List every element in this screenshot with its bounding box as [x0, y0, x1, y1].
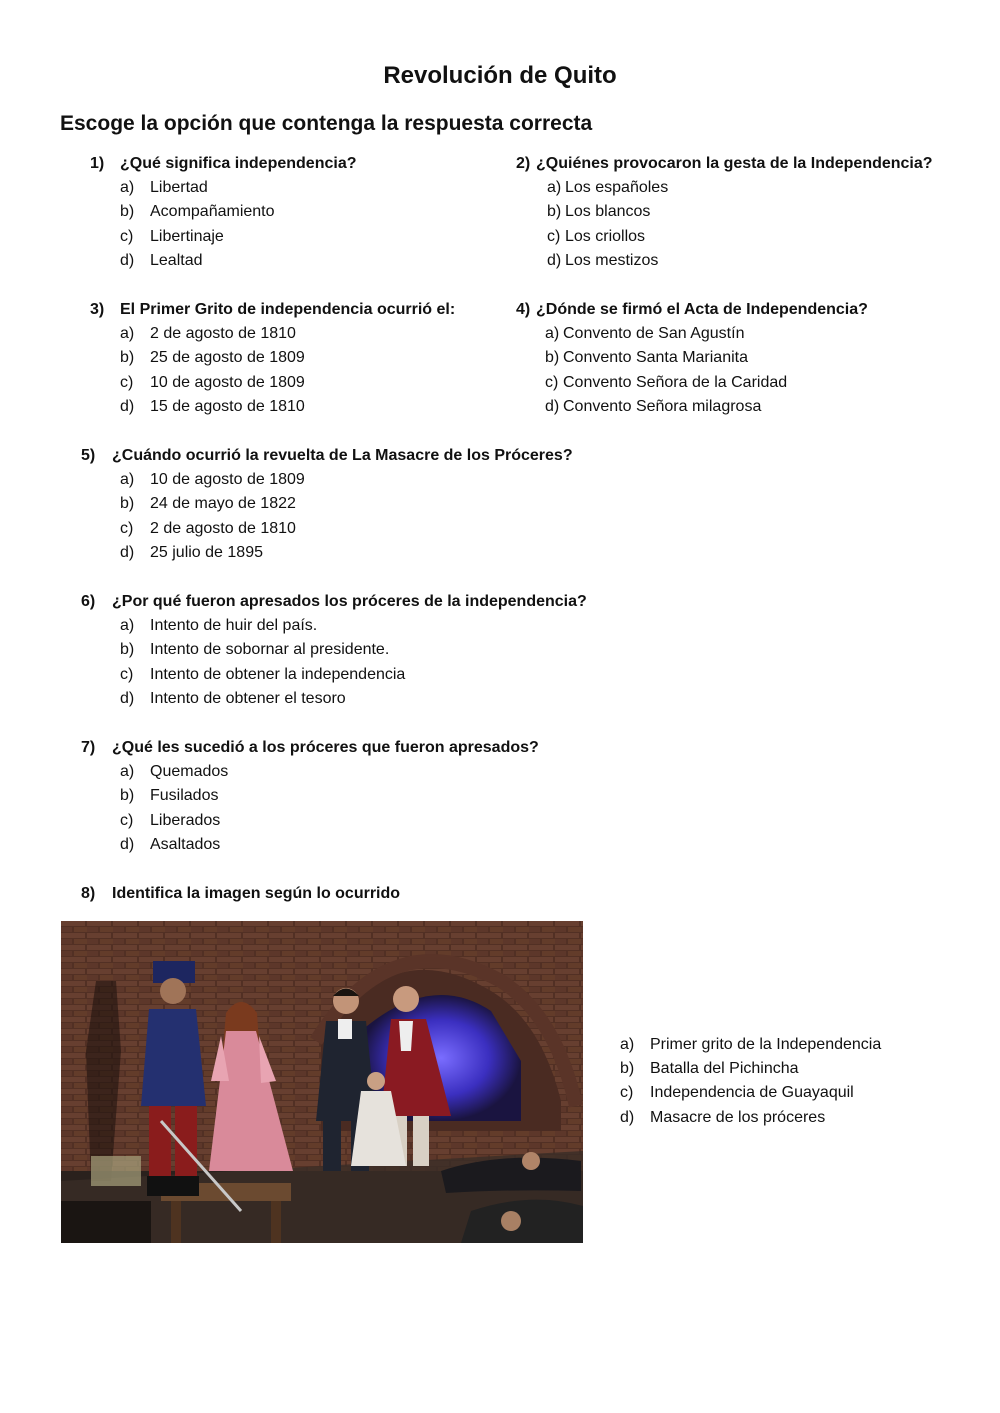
question-2 — [516, 152, 933, 273]
option-text: Libertinaje — [150, 227, 224, 245]
option-letter: d) — [120, 689, 135, 707]
option-letter: a) — [545, 325, 560, 343]
option-letter: b) — [547, 203, 562, 221]
option-text: Primer grito de la Independencia — [650, 1036, 882, 1053]
option-text: 25 de agosto de 1809 — [150, 349, 305, 367]
option-letter: a) — [547, 179, 562, 197]
option-letter: a) — [620, 1036, 635, 1053]
option-text: Intento de obtener la independencia — [150, 665, 406, 683]
option-a[interactable] — [81, 614, 587, 638]
option-text: Intento de sobornar al presidente. — [150, 641, 390, 659]
page-title: Revolución de Quito — [383, 62, 617, 89]
option-letter: c) — [620, 1084, 634, 1102]
option-b[interactable] — [81, 492, 573, 516]
option-text: Independencia de Guayaquil — [650, 1084, 854, 1102]
option-letter: c) — [120, 373, 134, 391]
option-text: 10 de agosto de 1809 — [150, 471, 305, 489]
question-3-prompt — [90, 298, 455, 322]
option-b[interactable] — [90, 200, 356, 224]
option-a[interactable] — [516, 176, 933, 200]
option-text: 2 de agosto de 1810 — [150, 519, 296, 537]
option-letter: d) — [120, 251, 135, 269]
option-text: 2 de agosto de 1810 — [150, 325, 296, 343]
question-text: El Primer Grito de independencia ocurrió el: — [120, 301, 456, 318]
option-text: 25 julio de 1895 — [150, 543, 263, 561]
question-6 — [81, 590, 587, 711]
question-1 — [90, 152, 356, 273]
option-letter: b) — [120, 641, 135, 659]
option-letter: c) — [547, 227, 561, 245]
option-text: Lealtad — [150, 251, 203, 269]
option-text: Convento Santa Marianita — [563, 349, 748, 367]
option-letter: c) — [120, 519, 134, 537]
option-letter: a) — [120, 763, 135, 781]
question-text: ¿Cuándo ocurrió la revuelta de La Masacre de los Próceres? — [112, 447, 573, 464]
option-text: Los españoles — [565, 179, 669, 197]
option-letter: a) — [120, 179, 135, 197]
question-8-options — [620, 1033, 881, 1130]
question-number: 3) — [90, 301, 105, 318]
question-8 — [81, 882, 400, 906]
question-text: Identifica la imagen según lo ocurrido — [112, 885, 401, 902]
option-letter: b) — [545, 349, 560, 367]
question-7-prompt — [81, 736, 539, 760]
option-text: Masacre de los próceres — [650, 1108, 826, 1126]
option-d[interactable] — [90, 395, 455, 419]
option-c[interactable] — [620, 1081, 881, 1105]
question-text: ¿Qué significa independencia? — [120, 155, 357, 172]
question-text: ¿Quiénes provocaron la gesta de la Independencia? — [536, 155, 933, 172]
question-7 — [81, 736, 539, 857]
question-text: ¿Por qué fueron apresados los próceres de la independencia? — [112, 593, 587, 610]
option-text: Intento de obtener el tesoro — [150, 689, 346, 707]
option-letter: d) — [545, 397, 560, 415]
option-text: 10 de agosto de 1809 — [150, 373, 305, 391]
option-a[interactable] — [81, 760, 539, 784]
option-letter: a) — [120, 471, 135, 489]
scene-photo — [61, 921, 583, 1243]
option-d[interactable] — [81, 833, 539, 857]
question-3 — [90, 298, 455, 419]
option-text: Libertad — [150, 179, 208, 197]
option-text: 24 de mayo de 1822 — [150, 495, 296, 513]
option-c[interactable] — [90, 371, 455, 395]
option-text: Batalla del Pichincha — [650, 1060, 799, 1078]
option-text: Convento Señora de la Caridad — [563, 373, 788, 391]
option-c[interactable] — [516, 371, 868, 395]
option-letter: c) — [120, 227, 134, 245]
option-text: Convento Señora milagrosa — [563, 397, 762, 415]
option-text: Liberados — [150, 811, 221, 829]
question-5 — [81, 444, 573, 565]
option-letter: d) — [120, 543, 135, 561]
option-b[interactable] — [90, 346, 455, 370]
option-b[interactable] — [81, 784, 539, 808]
option-c[interactable] — [81, 809, 539, 833]
option-b[interactable] — [516, 346, 868, 370]
option-text: Fusilados — [150, 787, 219, 805]
option-text: Los blancos — [565, 203, 651, 221]
option-d[interactable] — [90, 249, 356, 273]
question-number: 5) — [81, 447, 96, 464]
option-b[interactable] — [620, 1057, 881, 1081]
option-c[interactable] — [81, 663, 587, 687]
option-text: 15 de agosto de 1810 — [150, 397, 305, 415]
question-number: 8) — [81, 885, 96, 902]
question-number: 1) — [90, 155, 105, 172]
question-number: 7) — [81, 739, 96, 756]
question-5-prompt — [81, 444, 573, 468]
option-a[interactable] — [81, 468, 573, 492]
instructions: Escoge la opción que contenga la respuesta correcta — [60, 112, 593, 135]
question-4-prompt — [516, 298, 868, 322]
option-c[interactable] — [516, 225, 933, 249]
question-number: 2) — [516, 155, 531, 172]
option-text: Convento de San Agustín — [563, 325, 745, 343]
option-letter: b) — [620, 1060, 635, 1078]
question-1-prompt — [90, 152, 356, 176]
option-letter: b) — [120, 787, 135, 805]
option-text: Los mestizos — [565, 251, 659, 269]
option-c[interactable] — [81, 517, 573, 541]
question-text: ¿Qué les sucedió a los próceres que fueron apresados? — [112, 739, 539, 756]
option-letter: b) — [120, 203, 135, 221]
option-text: Quemados — [150, 763, 229, 781]
option-b[interactable] — [81, 638, 587, 662]
option-text: Asaltados — [150, 835, 221, 853]
question-2-prompt — [516, 152, 933, 176]
option-letter: b) — [120, 349, 135, 367]
option-letter: d) — [547, 251, 562, 269]
option-letter: d) — [620, 1108, 635, 1126]
option-letter: c) — [120, 665, 134, 683]
option-d[interactable] — [620, 1106, 881, 1130]
option-text: Intento de huir del país. — [150, 617, 318, 635]
option-a[interactable] — [90, 322, 455, 346]
option-letter: b) — [120, 495, 135, 513]
option-d[interactable] — [81, 687, 587, 711]
option-c[interactable] — [90, 225, 356, 249]
option-letter: d) — [120, 397, 135, 415]
option-d[interactable] — [516, 395, 868, 419]
option-letter: c) — [120, 811, 134, 829]
option-letter: c) — [545, 373, 559, 391]
question-number: 4) — [516, 301, 531, 318]
option-d[interactable] — [516, 249, 933, 273]
option-d[interactable] — [81, 541, 573, 565]
question-6-prompt — [81, 590, 587, 614]
option-a[interactable] — [620, 1033, 881, 1057]
option-letter: a) — [120, 617, 135, 635]
option-letter: a) — [120, 325, 135, 343]
option-text: Acompañamiento — [150, 203, 275, 221]
option-a[interactable] — [516, 322, 868, 346]
question-8-prompt — [81, 882, 400, 906]
question-number: 6) — [81, 593, 96, 610]
option-a[interactable] — [90, 176, 356, 200]
option-text: Los criollos — [565, 227, 646, 245]
option-letter: d) — [120, 835, 135, 853]
question-text: ¿Dónde se firmó el Acta de Independencia? — [536, 301, 868, 318]
question-4 — [516, 298, 868, 419]
option-b[interactable] — [516, 200, 933, 224]
